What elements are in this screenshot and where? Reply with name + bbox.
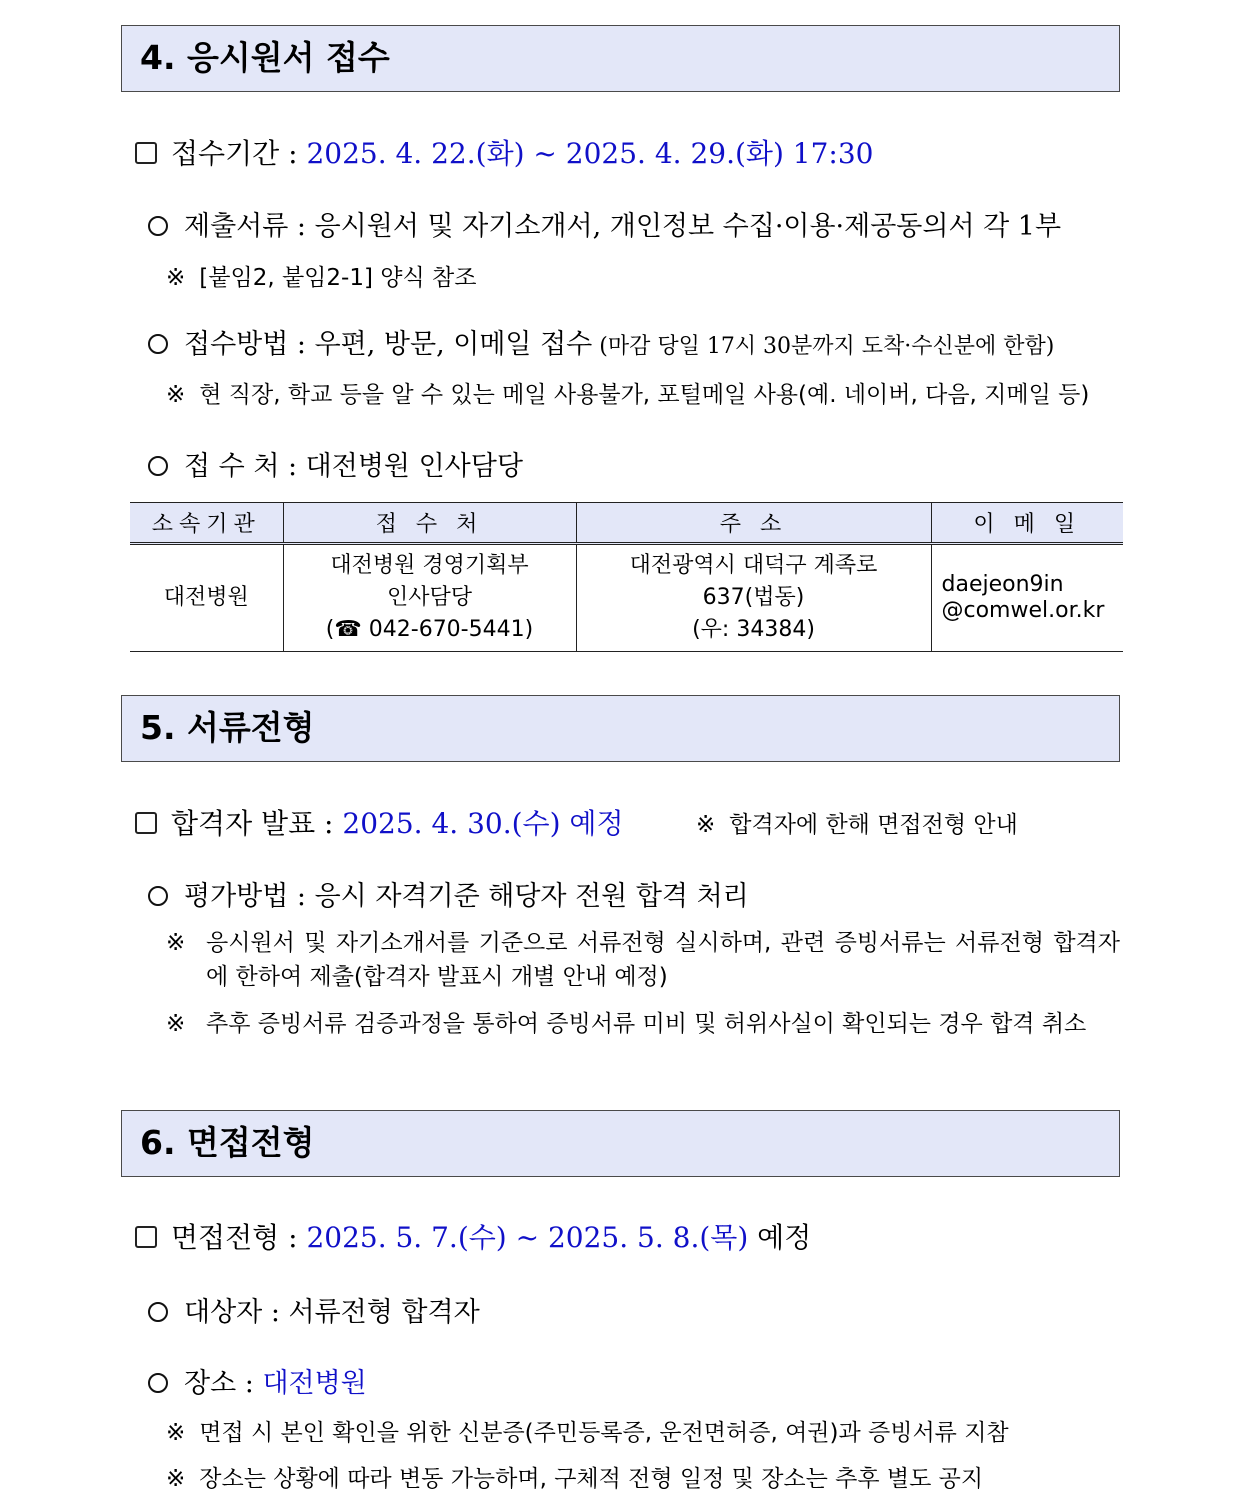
cell-org: 대전병원 (130, 544, 283, 652)
reference-mark-icon: ※ (166, 930, 186, 956)
reception-method: 접수방법 : 우편, 방문, 이메일 접수 (마감 당일 17시 30분까지 도착·수신분에 한함) (148, 322, 1054, 361)
interview-place: 장소 : 대전병원 (148, 1361, 367, 1400)
col-header-dept: 접 수 처 (283, 503, 576, 544)
reception-method-note: ※ 현 직장, 학교 등을 알 수 있는 메일 사용불가, 포털메일 사용(예. 네이버, 다음, 지메일 등) (166, 382, 1090, 408)
reference-mark-icon: ※ (166, 265, 186, 291)
reception-place: 접 수 처 : 대전병원 인사담당 (148, 444, 523, 483)
evaluation-note-2: ※ 추후 증빙서류 검증과정을 통하여 증빙서류 미비 및 허위사실이 확인되는 경우 합격 취소 (166, 1007, 1120, 1041)
circle-bullet-icon (148, 216, 168, 236)
reference-mark-icon: ※ (166, 1420, 186, 1446)
table-header-row (130, 503, 1123, 544)
evaluation-method: 평가방법 : 응시 자격기준 해당자 전원 합격 처리 (148, 874, 749, 913)
reference-mark-icon: ※ (166, 382, 186, 408)
section-4-title: 4. 응시원서 접수 (140, 38, 390, 77)
reception-table (130, 502, 1123, 652)
phone-number: (☎ 042-670-5441) (325, 617, 534, 642)
period-value: 2025. 4. 22.(화) ~ 2025. 4. 29.(화) 17:30 (306, 137, 874, 170)
checkbox-square-icon (135, 812, 157, 834)
pass-announcement-note: ※ 합격자에 한해 면접전형 안내 (696, 812, 1018, 838)
interview-target: 대상자 : 서류전형 합격자 (148, 1290, 480, 1329)
circle-bullet-icon (148, 886, 168, 906)
reference-mark-icon: ※ (166, 1011, 186, 1037)
col-header-email: 이 메 일 (931, 503, 1123, 544)
circle-bullet-icon (148, 1302, 168, 1322)
circle-bullet-icon (148, 1373, 168, 1393)
interview-date: 면접전형 : 2025. 5. 7.(수) ~ 2025. 5. 8.(목) 예정 (135, 1216, 811, 1256)
col-header-org: 소속기관 (130, 503, 283, 544)
evaluation-note-1: ※ 응시원서 및 자기소개서를 기준으로 서류전형 실시하며, 관련 증빙서류는 서류전형 합격자에 한하여 제출(합격자 발표시 개별 안내 예정) (166, 926, 1120, 994)
circle-bullet-icon (148, 456, 168, 476)
cell-dept: 대전병원 경영기획부 인사담당 (☎ 042-670-5441) (283, 544, 576, 652)
interview-note-2: ※ 장소는 상황에 따라 변동 가능하며, 구체적 전형 일정 및 장소는 추후 별도 공지 (166, 1466, 984, 1492)
submit-docs-note: ※ [붙임2, 붙임2-1] 양식 참조 (166, 265, 477, 291)
reference-mark-icon: ※ (166, 1466, 186, 1492)
interview-note-1: ※ 면접 시 본인 확인을 위한 신분증(주민등록증, 운전면허증, 여권)과 증빙서류 지참 (166, 1420, 1009, 1446)
reception-period (135, 132, 874, 172)
col-header-address: 주 소 (576, 503, 931, 544)
section-4-header (121, 25, 1120, 92)
section-5-header (121, 695, 1120, 762)
circle-bullet-icon (148, 334, 168, 354)
period-label: 접수기간 : (171, 137, 307, 170)
checkbox-square-icon (135, 1226, 157, 1248)
submit-docs: 제출서류 : 응시원서 및 자기소개서, 개인정보 수집·이용·제공동의서 각 1부 (148, 204, 1061, 243)
checkbox-square-icon (135, 142, 157, 164)
section-6-title: 6. 면접전형 (140, 1123, 315, 1162)
table-row (130, 544, 1123, 652)
cell-address: 대전광역시 대덕구 계족로 637(법동) (우: 34384) (576, 544, 931, 652)
pass-announcement: 합격자 발표 : 2025. 4. 30.(수) 예정 (135, 802, 624, 842)
reference-mark-icon: ※ (696, 812, 716, 838)
section-5-title: 5. 서류전형 (140, 708, 315, 747)
cell-email: daejeon9in @comwel.or.kr (931, 544, 1123, 652)
section-6-header (121, 1110, 1120, 1177)
